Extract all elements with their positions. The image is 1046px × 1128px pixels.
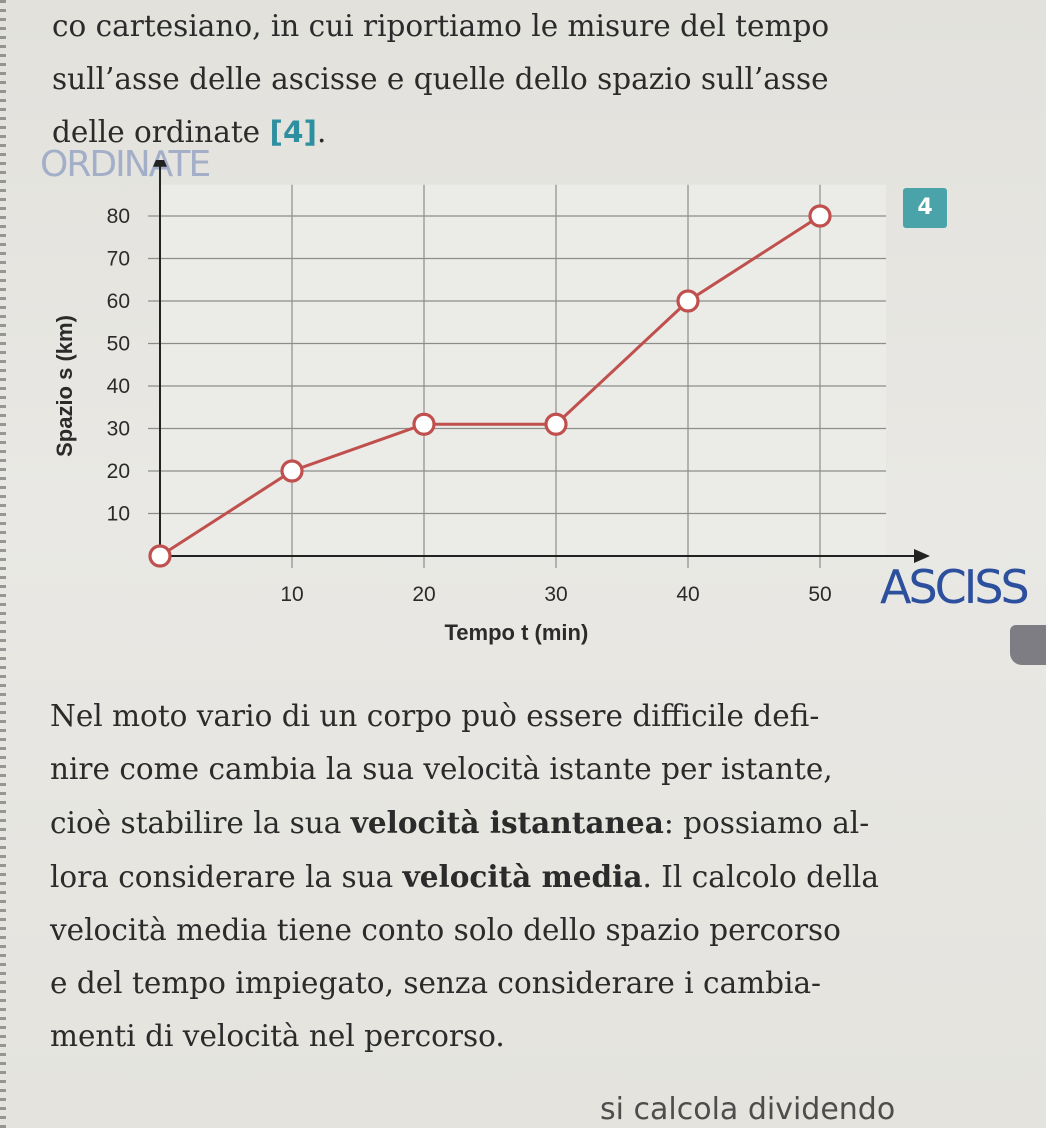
body-line-1: Nel moto vario di un corpo può essere difficile defi- <box>50 699 820 733</box>
body-paragraph <box>50 690 980 1063</box>
body-line-3-a: cioè stabilire la sua <box>50 806 351 840</box>
handwritten-bottom-note: si calcola dividendo <box>600 1092 896 1127</box>
intro-paragraph <box>52 0 952 159</box>
data-point <box>810 206 830 226</box>
intro-line-3-text: delle ordinate <box>52 115 270 149</box>
plot-area <box>160 185 886 556</box>
intro-line-1: co cartesiano, in cui riportiamo le misure del tempo <box>52 9 830 43</box>
body-line-5: velocità media tiene conto solo dello spazio percorso <box>50 913 841 947</box>
handwritten-ascisse-note: ASCISS <box>880 560 1027 614</box>
body-line-2: nire come cambia la sua velocità istante per istante, <box>50 752 833 786</box>
y-axis-arrow <box>153 160 167 167</box>
data-point <box>282 461 302 481</box>
term-velocita-istantanea: velocità istantanea <box>350 805 664 840</box>
figure-reference: [4] <box>269 115 318 149</box>
y-tick-label: 10 <box>106 502 130 526</box>
x-tick-label: 20 <box>412 583 436 606</box>
body-line-3-c: : possiamo al- <box>663 806 870 840</box>
figure-number-badge: 4 <box>903 188 947 228</box>
x-tick-label: 40 <box>676 583 700 606</box>
body-line-4-a: lora considerare la sua <box>50 860 403 894</box>
body-line-7: menti di velocità nel percorso. <box>50 1019 505 1053</box>
body-line-4-c: . Il calcolo della <box>642 860 879 894</box>
page-marker-tab <box>1010 625 1046 665</box>
data-point <box>678 291 698 311</box>
space-time-chart <box>0 160 1000 660</box>
data-point <box>414 414 434 434</box>
x-tick-label: 10 <box>280 583 304 606</box>
body-line-6: e del tempo impiegato, senza considerare i cambia- <box>50 966 822 1000</box>
y-tick-label: 50 <box>106 332 130 356</box>
y-tick-label: 60 <box>106 290 130 313</box>
handwritten-ordinate-note: ORDINATE <box>40 144 210 185</box>
x-tick-label: 50 <box>808 583 832 606</box>
y-tick-label: 20 <box>106 460 130 483</box>
y-tick-label: 30 <box>106 417 130 441</box>
x-axis-title: Tempo t (min) <box>444 620 589 645</box>
intro-line-3-end: . <box>317 115 327 149</box>
intro-line-2: sull’asse delle ascisse e quelle dello spazio sull’asse <box>52 62 829 96</box>
body-line-3 <box>50 806 869 840</box>
y-tick-label: 70 <box>106 247 130 271</box>
y-tick-label: 80 <box>106 205 130 228</box>
x-tick-label: 30 <box>544 583 568 606</box>
y-tick-label: 40 <box>106 375 130 398</box>
y-axis-title: Spazio s (km) <box>52 315 77 457</box>
body-line-4 <box>50 860 879 894</box>
data-point <box>150 546 170 566</box>
data-point <box>546 414 566 434</box>
term-velocita-media: velocità media <box>402 859 643 894</box>
